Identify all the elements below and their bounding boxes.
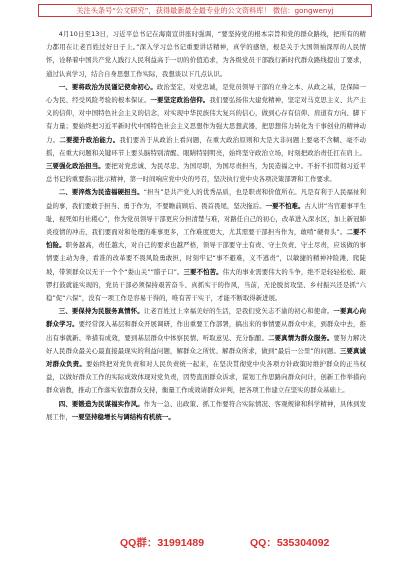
bold-heading-run: 一要坚定政治信仰。 <box>150 96 210 105</box>
text-run: 伟大的事业需要伟大的斗争，绝不是轻轻松松、敲锣打鼓就能实现的，党员干部必须保持艰苦奋斗、真抓实干的作风，当前，无论脱贫攻坚、乡村振兴还是抓“六稳”促“六保”，没有一项工作是容易干得的，唯有苦干实干，才能不断取得新进展。 <box>46 267 366 303</box>
article-body <box>46 28 366 524</box>
article-paragraph <box>46 81 366 187</box>
bold-heading-run: 三要不怕苦。 <box>183 267 223 276</box>
text-run: 古人讲“当官避事平生耻，视死如归社稷心”，作为党员领导干部更应分担清楚与难，对路任自己的初心，改革进入深水区，加上新冠肺炎疫情的冲击，我们要面对和处理的难事更多，工作难度更大，尤其需要干部担当作为，敢啃“硬骨头”。 <box>46 201 366 237</box>
qq-contact-number: QQ：535304092 <box>250 537 330 549</box>
bold-heading-run: 一、要将政治为民谨记使命初心。 <box>58 82 157 91</box>
bold-heading-run: 三要强化政治担当。 <box>46 162 105 171</box>
text-run: 我们要善于从政治上看问题，在重大政治原则和大是大非问题上要毫不含糊、毫不动摇，在重大问题和关键环节上要头脑特别清醒、眼睛特别明亮，始终坚守政治立场，时刻把政治责任扛在肩上。 <box>46 135 366 157</box>
text-run: 作为一急、出政策、抓工作要符合实际情况、客观规律和科学精神，具体到发展工作， <box>46 399 366 421</box>
text-run: 要经常深入基层和群众开展调研，作出重要工作部署，搞出来的事情要从群众中来，到群众中去，推出有事就新、举措有成效，要到基层群众中体察民情、听取意见、充分酝酿。 <box>46 320 366 342</box>
bold-heading-run: 三要真诚对群众负责。 <box>46 346 366 369</box>
article-paragraph <box>46 398 366 424</box>
text-run: 让老百姓过上幸福美好的生活，是我们党矢志不渝的初心和使命。 <box>143 307 334 316</box>
bold-heading-run: 一要坚持稳增长与调结构有机统一。 <box>71 412 175 421</box>
article-paragraph <box>46 305 366 397</box>
article-paragraph <box>46 186 366 305</box>
bold-heading-run: 一要真心向群众学习。 <box>46 307 366 329</box>
bold-heading-run: 一要不怕难。 <box>265 201 305 210</box>
bold-heading-run: 二、要淬炼为民造福硬担当。 <box>58 188 144 197</box>
promo-banner <box>38 4 372 17</box>
bold-heading-run: 二要不怕险。 <box>46 228 366 250</box>
bold-heading-run: 二要真情为群众服务。 <box>268 333 334 342</box>
text-run: 要把对党忠诚、为民尽忠、为国尽职，为国尽责担当，为民造福之中。不折不扣贯彻习近平总书记的重要指示批示精神，第一时间响应党中央的号召，坚决执行党中央各项决策部署和工作要求。 <box>46 162 366 184</box>
bold-heading-run: 三、要保持为民服务真情怀。 <box>58 307 144 316</box>
text-run: 4月10日至13日，习近平总书记在海南宣讲座时强调，“要坚持党的根本宗旨和党的群众路线，把所有的精力都用在让老百姓过好日子上。”深入学习总书记重要讲话精神，真学的感悟，根是关于大国领袖深厚的人民情怀，诠释着中国共产党人践行人民利益高于一切的价值追求，为各级党员干部践行新时代群众路线提出了要求，通过认真学习，结合自身思想工作实际，我想谈以下几点认识。 <box>46 30 366 78</box>
bold-heading-run: 二要提升政治能力。 <box>59 135 120 144</box>
text-run: “担当”是共产党人的优秀品质，也是职责和价值所在。凡是有利于人民福祉利益的事，我们要敢于担当、勇于作为，不要瞻前顾后、畏首畏尾，坚决拖后。 <box>46 188 366 210</box>
promo-banner-text: 关注头条号“公文研究”，获得最新最全最专业的公文资料库！ 微信：gongwenyj <box>76 6 334 15</box>
article-paragraph <box>46 28 366 81</box>
bold-heading-run: 四、要锻造为民谋福实作风。 <box>58 399 144 408</box>
qq-group-number: QQ群：31991489 <box>120 537 205 549</box>
text-run: 要努力解决好人民群众最关心最直接最现实的利益问题，解群众之所忧、解群众所求，做到“最后一公里”的问题。 <box>46 333 366 355</box>
footer-contact <box>0 535 408 555</box>
text-run: 要始终把对党负责和对人民负责统一起来，在坚决贯彻党中央各项方针政策时维护群众的正当权益，以做好群众工作的实际成效体现对党负责，因势直面群众诉求，谋划工作思路向群众问计，创新工作举措向群众请教，推动工作落实依靠群众支持，衡量工作成效请群众评判，把各项工作建立在坚实的群众基础上。 <box>46 360 366 395</box>
text-run: 职务越高，责任越大，对自己的要求也越严格，领导干部要守土有责、守土负责、守土尽责，应该做的事情要主动为身，看准的改革要不畏风险勇敢担，时刻牢记“事不避难，义不逃责”，以敏捷的精神冲险滩、爬陡坡，带领群众以无干一个个“娄山关”“腊子口”。 <box>46 241 366 276</box>
text-run: 我们要弘扬伟大建党精神，坚定对马克思主义、共产主义的信仰，对中国特色社会主义的信念，对实现中华民族伟大复兴的信心，做到心存有信仰、肩道有方向、脚下有力量；要始终把习近平新时代中国特色社会主义思想作为强大思想武器，把思想伟力转化为干事创业的精神动力。 <box>46 96 366 144</box>
text-run: 政治坚定，对党忠诚，是党员领导干部的立身之本、从政之基，是保障一心为民、经受风险考验的根本保证。 <box>46 82 366 105</box>
